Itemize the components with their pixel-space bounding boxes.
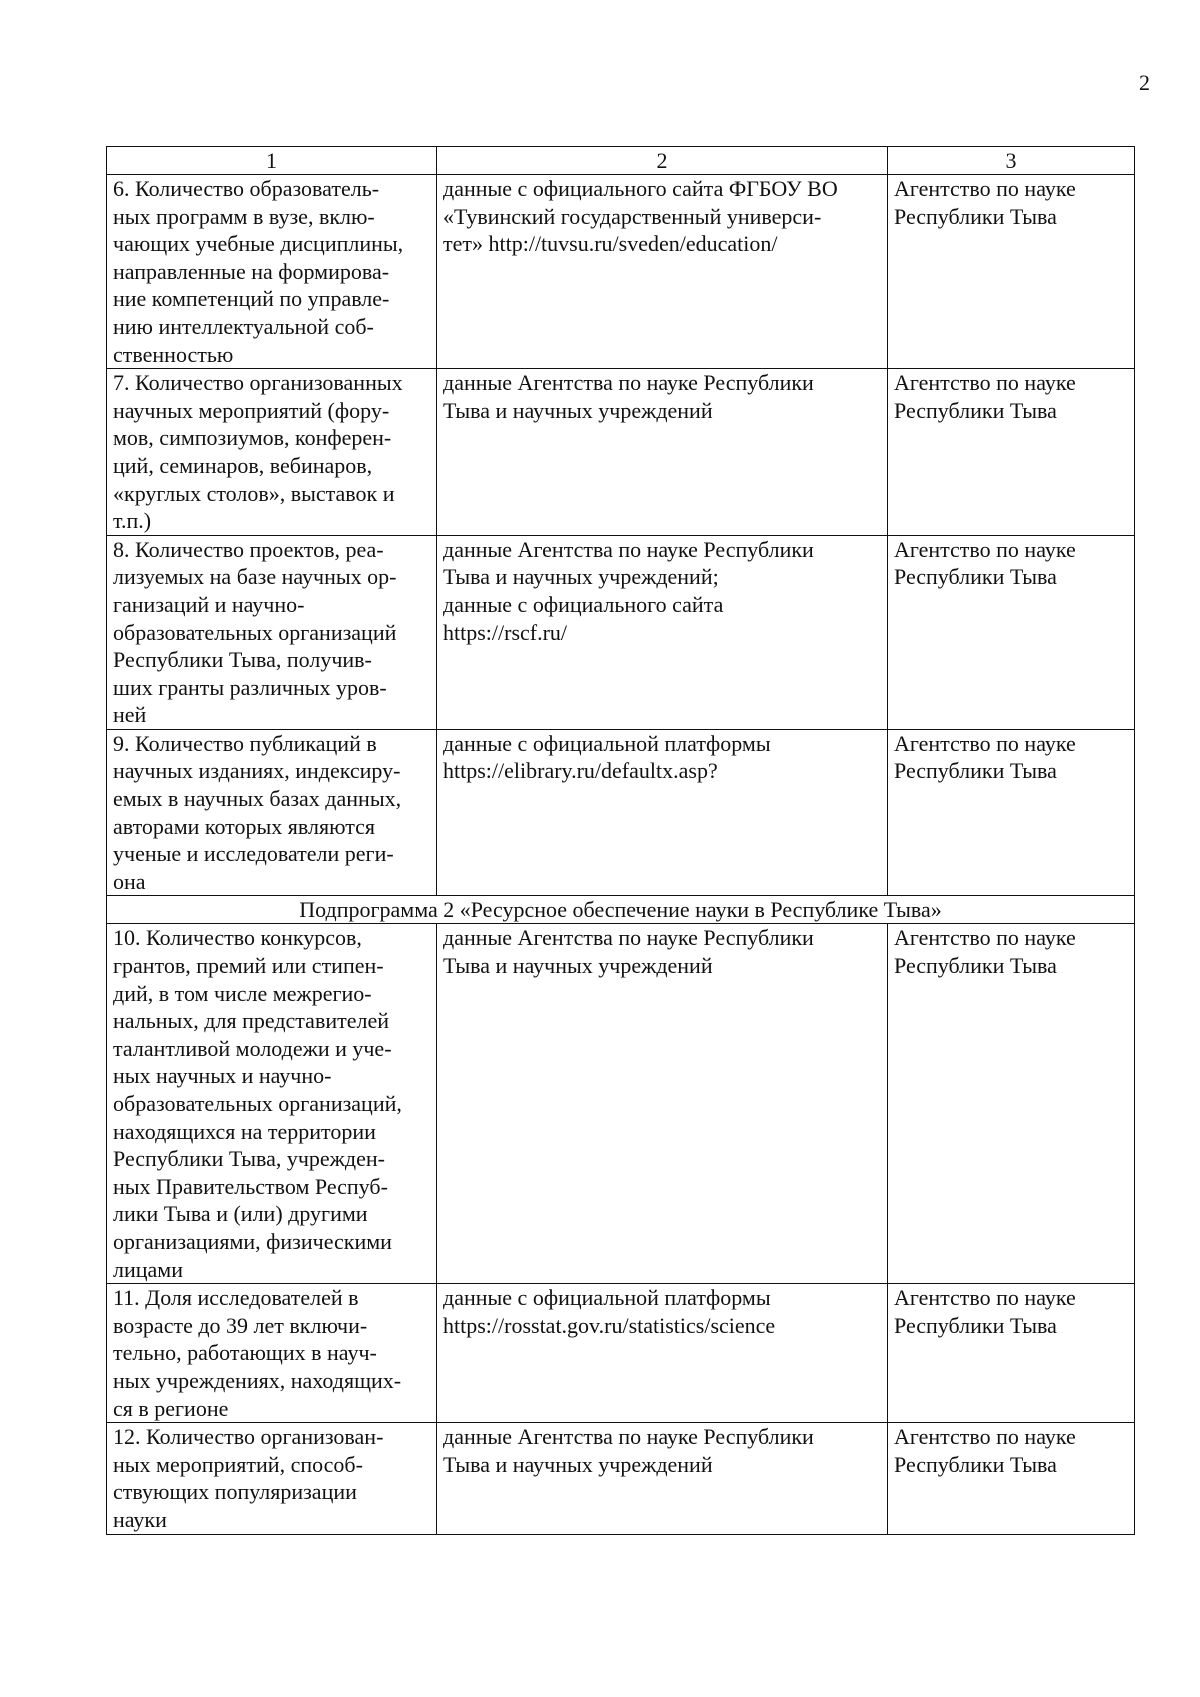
page-number: 2 (1139, 70, 1150, 95)
indicator-cell: 6. Количество образователь- ных программ в вузе, вклю- чающих учебные дисциплины, направленные на формирова- ние компетенций по управле- нию интеллектуальной соб- ственностью (107, 175, 437, 369)
column-header: 3 (888, 147, 1135, 175)
table-row (107, 1284, 1135, 1423)
indicator-cell: 10. Количество конкурсов, грантов, премий или стипен- дий, в том числе межрегио- нальных, для представителей талантливой молодежи и уче- ных научных и научно- образовательных организаций, находящихся на территории Республики Тыва, учрежден- ных Правительством Респуб- лики Тыва и (или) другими организациями, физическими лицами (107, 924, 437, 1284)
table-row (107, 1423, 1135, 1534)
source-cell: данные Агентства по науке Республики Тыва и научных учреждений (437, 924, 888, 1284)
indicator-cell: 7. Количество организованных научных мероприятий (фору- мов, симпозиумов, конферен- ций, семинаров, вебинаров, «круглых столов», выставок и т.п.) (107, 369, 437, 536)
responsible-cell: Агентство по науке Республики Тыва (888, 1284, 1135, 1423)
responsible-cell: Агентство по науке Республики Тыва (888, 175, 1135, 369)
subprogram-title: Подпрограмма 2 «Ресурсное обеспечение науки в Республике Тыва» (107, 896, 1135, 924)
subprogram-section-row (107, 896, 1135, 924)
table-row (107, 175, 1135, 369)
source-cell: данные Агентства по науке Республики Тыва и научных учреждений (437, 369, 888, 536)
indicator-cell: 11. Доля исследователей в возрасте до 39 лет включи- тельно, работающих в науч- ных учреждениях, находящих- ся в регионе (107, 1284, 437, 1423)
table-row (107, 924, 1135, 1284)
responsible-cell: Агентство по науке Республики Тыва (888, 535, 1135, 729)
table-row (107, 535, 1135, 729)
responsible-cell: Агентство по науке Республики Тыва (888, 369, 1135, 536)
source-cell: данные с официальной платформы https://elibrary.ru/defaultx.asp? (437, 729, 888, 896)
indicator-sources-table (106, 146, 1135, 1535)
source-cell: данные Агентства по науке Республики Тыва и научных учреждений; данные с официального сайта https://rscf.ru/ (437, 535, 888, 729)
responsible-cell: Агентство по науке Республики Тыва (888, 1423, 1135, 1534)
table-header-row (107, 147, 1135, 175)
source-cell: данные Агентства по науке Республики Тыва и научных учреждений (437, 1423, 888, 1534)
column-header: 2 (437, 147, 888, 175)
indicator-cell: 8. Количество проектов, реа- лизуемых на базе научных ор- ганизаций и научно- образовательных организаций Республики Тыва, получив- ших гранты различных уров- ней (107, 535, 437, 729)
source-cell: данные с официального сайта ФГБОУ ВО «Тувинский государственный универси- тет» http://tuvsu.ru/sveden/education/ (437, 175, 888, 369)
indicator-cell: 9. Количество публикаций в научных изданиях, индексиру- емых в научных базах данных, авторами которых являются ученые и исследователи реги- она (107, 729, 437, 896)
responsible-cell: Агентство по науке Республики Тыва (888, 924, 1135, 1284)
table-row (107, 729, 1135, 896)
responsible-cell: Агентство по науке Республики Тыва (888, 729, 1135, 896)
source-cell: данные с официальной платформы https://rosstat.gov.ru/statistics/science (437, 1284, 888, 1423)
column-header: 1 (107, 147, 437, 175)
indicator-cell: 12. Количество организован- ных мероприятий, способ- ствующих популяризации науки (107, 1423, 437, 1534)
table-row (107, 369, 1135, 536)
